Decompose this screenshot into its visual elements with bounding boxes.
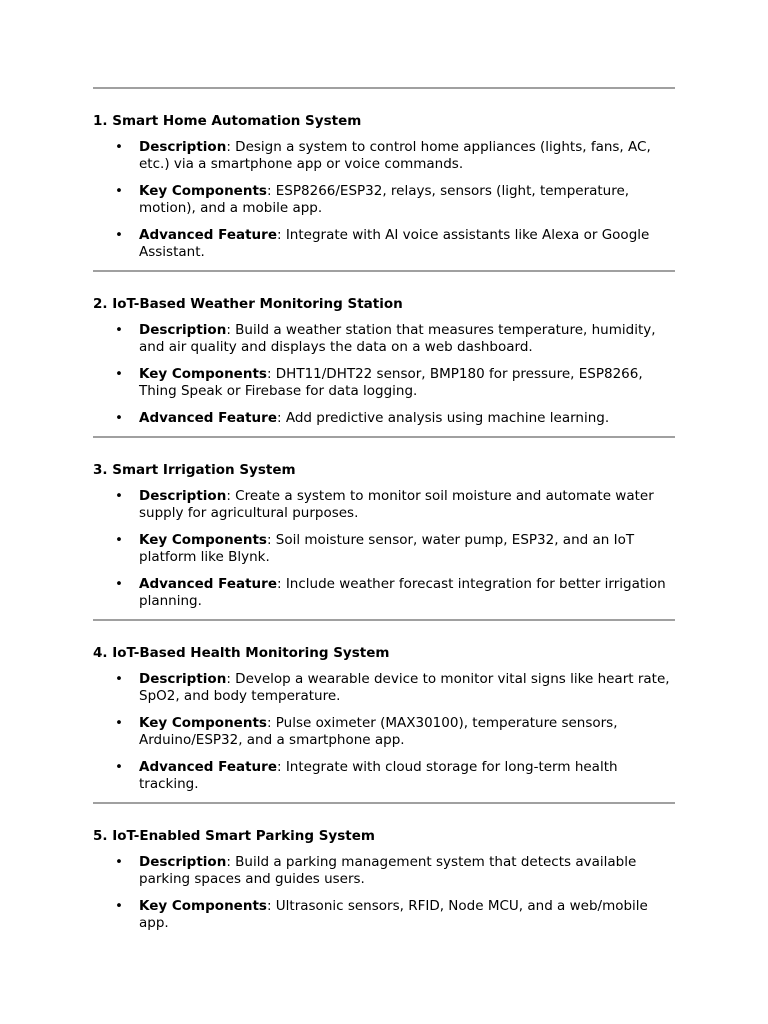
bullet-icon: •	[115, 410, 123, 426]
bullet-list	[93, 139, 675, 261]
bullet-icon: •	[115, 576, 123, 592]
list-item	[93, 898, 675, 932]
section-heading: 4. IoT-Based Health Monitoring System	[93, 645, 390, 661]
bullet-icon: •	[115, 532, 123, 548]
item-text: : Build a parking management system that detects available parking spaces and guides users.	[139, 854, 637, 887]
item-term: Description	[139, 488, 227, 504]
bullet-icon: •	[115, 671, 123, 687]
list-item	[93, 139, 675, 173]
bullet-icon: •	[115, 715, 123, 731]
bullet-icon: •	[115, 366, 123, 382]
item-text: : Include weather forecast integration for better irrigation planning.	[139, 576, 666, 609]
item-term: Advanced Feature	[139, 227, 277, 243]
item-term: Description	[139, 671, 227, 687]
item-term: Key Components	[139, 183, 267, 199]
list-item	[93, 532, 675, 566]
section-heading: 5. IoT-Enabled Smart Parking System	[93, 828, 375, 844]
bullet-icon: •	[115, 227, 123, 243]
list-item	[93, 671, 675, 705]
item-term: Key Components	[139, 366, 267, 382]
list-item	[93, 183, 675, 217]
document-page	[93, 87, 675, 941]
item-text: : Integrate with AI voice assistants like Alexa or Google Assistant.	[139, 227, 650, 260]
bullet-icon: •	[115, 139, 123, 155]
item-term: Description	[139, 139, 227, 155]
list-item	[93, 854, 675, 888]
item-text: : Integrate with cloud storage for long-term health tracking.	[139, 759, 618, 792]
bullet-list	[93, 671, 675, 793]
item-text: : Develop a wearable device to monitor vital signs like heart rate, SpO2, and body temperature.	[139, 671, 670, 704]
list-item	[93, 227, 675, 261]
bullet-icon: •	[115, 488, 123, 504]
item-term: Advanced Feature	[139, 759, 277, 775]
section-heading: 2. IoT-Based Weather Monitoring Station	[93, 296, 403, 312]
item-text: : Add predictive analysis using machine learning.	[276, 410, 610, 426]
bullet-icon: •	[115, 183, 123, 199]
section-irrigation	[93, 438, 675, 619]
list-item	[93, 715, 675, 749]
item-term: Key Components	[139, 898, 267, 914]
section-health-monitoring	[93, 621, 675, 802]
item-text: : Create a system to monitor soil moisture and automate water supply for agricultural purposes.	[139, 488, 654, 521]
list-item	[93, 410, 675, 427]
bullet-icon: •	[115, 898, 123, 914]
bullet-list	[93, 488, 675, 610]
section-heading: 1. Smart Home Automation System	[93, 113, 362, 129]
item-term: Description	[139, 322, 227, 338]
item-text: : Ultrasonic sensors, RFID, Node MCU, and a web/mobile app.	[139, 898, 648, 931]
list-item	[93, 759, 675, 793]
item-term: Key Components	[139, 715, 267, 731]
item-text: : ESP8266/ESP32, relays, sensors (light, temperature, motion), and a mobile app.	[139, 183, 630, 216]
item-text: : Soil moisture sensor, water pump, ESP32, and an IoT platform like Blynk.	[139, 532, 635, 565]
bullet-icon: •	[115, 322, 123, 338]
item-term: Key Components	[139, 532, 267, 548]
item-text: : Build a weather station that measures temperature, humidity, and air quality and displays the data on a web dashboard.	[139, 322, 656, 355]
item-text: : DHT11/DHT22 sensor, BMP180 for pressure, ESP8266, Thing Speak or Firebase for data logging.	[139, 366, 643, 399]
item-text: : Pulse oximeter (MAX30100), temperature sensors, Arduino/ESP32, and a smartphone app.	[139, 715, 618, 748]
list-item	[93, 322, 675, 356]
list-item	[93, 488, 675, 522]
list-item	[93, 576, 675, 610]
section-smart-parking	[93, 804, 675, 941]
item-term: Advanced Feature	[139, 410, 277, 426]
item-term: Advanced Feature	[139, 576, 277, 592]
bullet-icon: •	[115, 854, 123, 870]
bullet-list	[93, 854, 675, 932]
section-weather-station	[93, 272, 675, 436]
item-text: : Design a system to control home appliances (lights, fans, AC, etc.) via a smartphone app or voice commands.	[139, 139, 651, 172]
bullet-icon: •	[115, 759, 123, 775]
list-item	[93, 366, 675, 400]
section-heading: 3. Smart Irrigation System	[93, 462, 296, 478]
section-smart-home	[93, 89, 675, 270]
bullet-list	[93, 322, 675, 427]
item-term: Description	[139, 854, 227, 870]
